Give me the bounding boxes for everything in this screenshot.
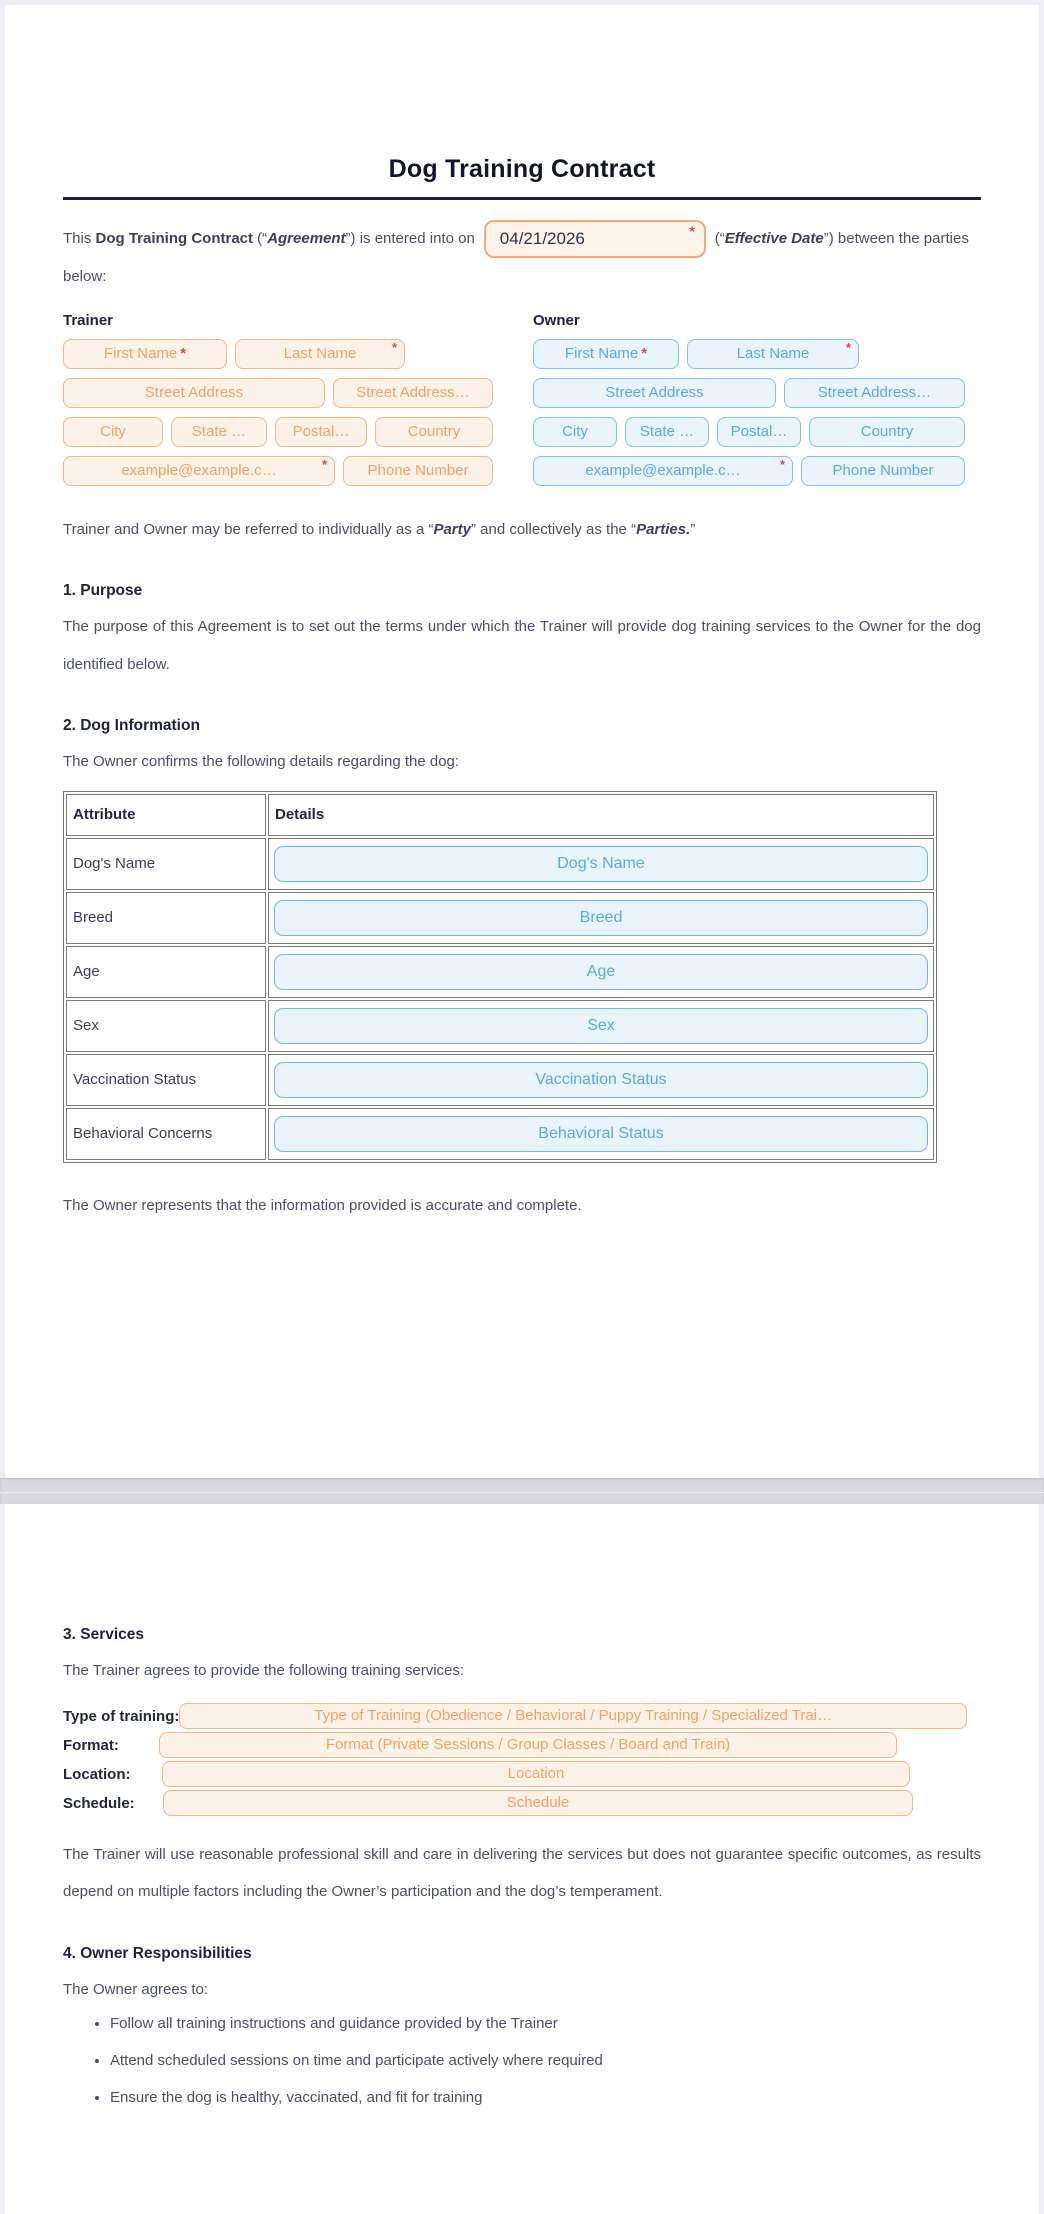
owner-city-field[interactable] bbox=[533, 417, 617, 447]
intro-text: (“ bbox=[714, 230, 725, 247]
intro-paragraph bbox=[63, 220, 981, 296]
attribute-label: Breed bbox=[66, 892, 266, 944]
owner-phone-field[interactable] bbox=[801, 456, 965, 486]
note-text: Trainer and Owner may be referred to individually as a “ bbox=[63, 520, 434, 538]
intro-text: ”) is entered into on bbox=[345, 230, 475, 247]
attribute-label: Vaccination Status bbox=[66, 1054, 266, 1106]
details-column-header: Details bbox=[268, 794, 934, 836]
intro-text: ”) between the parties below: bbox=[63, 230, 969, 286]
placeholder-text: example@example.c… bbox=[585, 461, 741, 479]
schedule-label: Schedule: bbox=[63, 1794, 135, 1812]
location-row bbox=[63, 1760, 981, 1789]
title-divider bbox=[63, 197, 981, 200]
trainer-street-row bbox=[63, 378, 495, 408]
age-field[interactable]: Age bbox=[274, 954, 928, 990]
placeholder-text: Phone Number bbox=[367, 461, 469, 479]
parties-note bbox=[63, 511, 981, 549]
services-disclaimer: The Trainer will use reasonable professional skill and care in delivering the services but does not guarantee specific outcomes, as results depend on multiple factors including the Owner’s participation and the dog’s temperament. bbox=[63, 1845, 981, 1901]
section-4-heading: 4. Owner Responsibilities bbox=[63, 1944, 252, 1962]
schedule-field[interactable]: Schedule bbox=[163, 1790, 913, 1816]
section-2-heading: 2. Dog Information bbox=[63, 717, 200, 735]
dog-information-table bbox=[63, 791, 937, 1163]
placeholder-text: Street Address… bbox=[817, 383, 932, 401]
placeholder-text: Last Name bbox=[283, 344, 357, 362]
owner-country-field[interactable] bbox=[809, 417, 965, 447]
table-row bbox=[66, 1054, 934, 1106]
intro-contract-name: Dog Training Contract bbox=[95, 230, 254, 247]
format-field[interactable]: Format (Private Sessions / Group Classes / Board and Train) bbox=[159, 1732, 897, 1758]
note-text: ” and collectively as the “ bbox=[470, 520, 637, 538]
placeholder-text: First Name bbox=[564, 344, 639, 362]
table-row bbox=[66, 1108, 934, 1160]
required-asterisk: * bbox=[845, 339, 851, 355]
trainer-street-address2-field[interactable] bbox=[333, 378, 493, 408]
owner-responsibilities-list bbox=[63, 2012, 981, 2110]
list-item: • Ensure the dog is healthy, vaccinated, and fit for training bbox=[110, 2086, 981, 2110]
placeholder-text: Postal… bbox=[292, 422, 350, 440]
attribute-column-header: Attribute bbox=[66, 794, 266, 836]
placeholder-text: Phone Number bbox=[832, 461, 934, 479]
trainer-column bbox=[63, 312, 495, 495]
trainer-state-field[interactable] bbox=[171, 417, 267, 447]
placeholder-text: Street Address bbox=[605, 383, 704, 401]
owner-first-name-field[interactable] bbox=[533, 339, 679, 369]
type-of-training-field[interactable]: Type of Training (Obedience / Behavioral / Puppy Training / Specialized Trai… bbox=[179, 1703, 967, 1729]
location-label: Location: bbox=[63, 1765, 131, 1783]
table-footnote: The Owner represents that the information provided is accurate and complete. bbox=[63, 1196, 582, 1214]
trainer-city-row bbox=[63, 417, 495, 447]
contract-page-2 bbox=[5, 1504, 1039, 2214]
placeholder-text: Last Name bbox=[736, 344, 810, 362]
placeholder-text: City bbox=[100, 422, 126, 440]
placeholder-text: Country bbox=[860, 422, 914, 440]
parties-term: Parties. bbox=[636, 520, 691, 538]
trainer-postal-field[interactable] bbox=[275, 417, 367, 447]
behavioral-concerns-field[interactable]: Behavioral Status bbox=[274, 1116, 928, 1152]
required-asterisk: * bbox=[180, 344, 187, 362]
dog-name-field[interactable]: Dog's Name bbox=[274, 846, 928, 882]
attribute-label: Age bbox=[66, 946, 266, 998]
owner-street-address-field[interactable] bbox=[533, 378, 776, 408]
attribute-label: Behavioral Concerns bbox=[66, 1108, 266, 1160]
required-asterisk: * bbox=[391, 339, 397, 355]
table-row bbox=[66, 892, 934, 944]
section-1-body: The purpose of this Agreement is to set out the terms under which the Trainer will provide dog training services to the Owner for the dog identified below. bbox=[63, 618, 981, 673]
table-row bbox=[66, 838, 934, 890]
attribute-label: Sex bbox=[66, 1000, 266, 1052]
placeholder-text: Street Address bbox=[144, 383, 244, 401]
owner-city-row bbox=[533, 417, 965, 447]
trainer-phone-field[interactable] bbox=[343, 456, 493, 486]
parties-columns bbox=[63, 312, 981, 495]
format-row bbox=[63, 1731, 981, 1760]
note-text: ” bbox=[690, 520, 696, 538]
attribute-label: Dog's Name bbox=[66, 838, 266, 890]
intro-text: (“ bbox=[253, 230, 268, 247]
trainer-country-field[interactable] bbox=[375, 417, 493, 447]
table-row bbox=[66, 946, 934, 998]
owner-state-field[interactable] bbox=[625, 417, 709, 447]
section-4-body: The Owner agrees to: bbox=[63, 1980, 209, 1998]
owner-heading: Owner bbox=[533, 311, 580, 329]
page-break bbox=[0, 1478, 1044, 1504]
services-fields bbox=[63, 1702, 981, 1818]
owner-last-name-field[interactable] bbox=[687, 339, 859, 369]
owner-email-field[interactable] bbox=[533, 456, 793, 486]
type-of-training-row bbox=[63, 1702, 981, 1731]
intro-agreement-term: Agreement bbox=[267, 230, 346, 247]
trainer-last-name-field[interactable] bbox=[235, 339, 405, 369]
intro-text: This bbox=[63, 230, 96, 247]
placeholder-text: State … bbox=[191, 422, 247, 440]
owner-street-address2-field[interactable] bbox=[784, 378, 965, 408]
trainer-city-field[interactable] bbox=[63, 417, 163, 447]
owner-name-row bbox=[533, 339, 965, 369]
sex-field[interactable]: Sex bbox=[274, 1008, 928, 1044]
placeholder-text: State … bbox=[639, 422, 695, 440]
trainer-name-row bbox=[63, 339, 495, 369]
list-item: • Follow all training instructions and guidance provided by the Trainer bbox=[110, 2012, 981, 2036]
contract-page-1 bbox=[5, 5, 1039, 1478]
trainer-contact-row bbox=[63, 456, 495, 486]
trainer-heading: Trainer bbox=[63, 311, 114, 329]
type-of-training-label: Type of training: bbox=[63, 1707, 180, 1725]
list-item: • Attend scheduled sessions on time and participate actively where required bbox=[110, 2049, 981, 2073]
placeholder-text: Street Address… bbox=[356, 383, 470, 401]
breed-field[interactable]: Breed bbox=[274, 900, 928, 936]
page-title: Dog Training Contract bbox=[388, 155, 656, 183]
placeholder-text: First Name bbox=[103, 344, 178, 362]
format-label: Format: bbox=[63, 1736, 119, 1754]
vaccination-status-field[interactable]: Vaccination Status bbox=[274, 1062, 928, 1098]
trainer-first-name-field[interactable] bbox=[63, 339, 227, 369]
owner-contact-row bbox=[533, 456, 965, 486]
location-field[interactable]: Location bbox=[162, 1761, 910, 1787]
table-header-row bbox=[66, 794, 934, 836]
required-asterisk: * bbox=[321, 456, 327, 472]
effective-date-value: 04/21/2026 bbox=[499, 229, 585, 249]
schedule-row bbox=[63, 1789, 981, 1818]
placeholder-text: City bbox=[562, 422, 588, 440]
required-asterisk: * bbox=[779, 456, 785, 472]
placeholder-text: Country bbox=[407, 422, 461, 440]
section-1-heading: 1. Purpose bbox=[63, 582, 143, 600]
party-term: Party bbox=[433, 520, 471, 538]
owner-street-row bbox=[533, 378, 965, 408]
required-asterisk: * bbox=[641, 344, 648, 362]
trainer-email-field[interactable] bbox=[63, 456, 335, 486]
effective-date-field[interactable] bbox=[484, 220, 706, 258]
placeholder-text: Postal… bbox=[730, 422, 788, 440]
section-3-body: The Trainer agrees to provide the following training services: bbox=[63, 1662, 465, 1680]
section-2-body: The Owner confirms the following details regarding the dog: bbox=[63, 753, 460, 771]
owner-postal-field[interactable] bbox=[717, 417, 801, 447]
table-row bbox=[66, 1000, 934, 1052]
section-3-heading: 3. Services bbox=[63, 1626, 145, 1643]
owner-column bbox=[533, 312, 965, 495]
intro-effective-date-term: Effective Date bbox=[724, 230, 824, 247]
placeholder-text: example@example.c… bbox=[121, 461, 277, 479]
trainer-street-address-field[interactable] bbox=[63, 378, 325, 408]
required-asterisk: * bbox=[689, 223, 695, 240]
